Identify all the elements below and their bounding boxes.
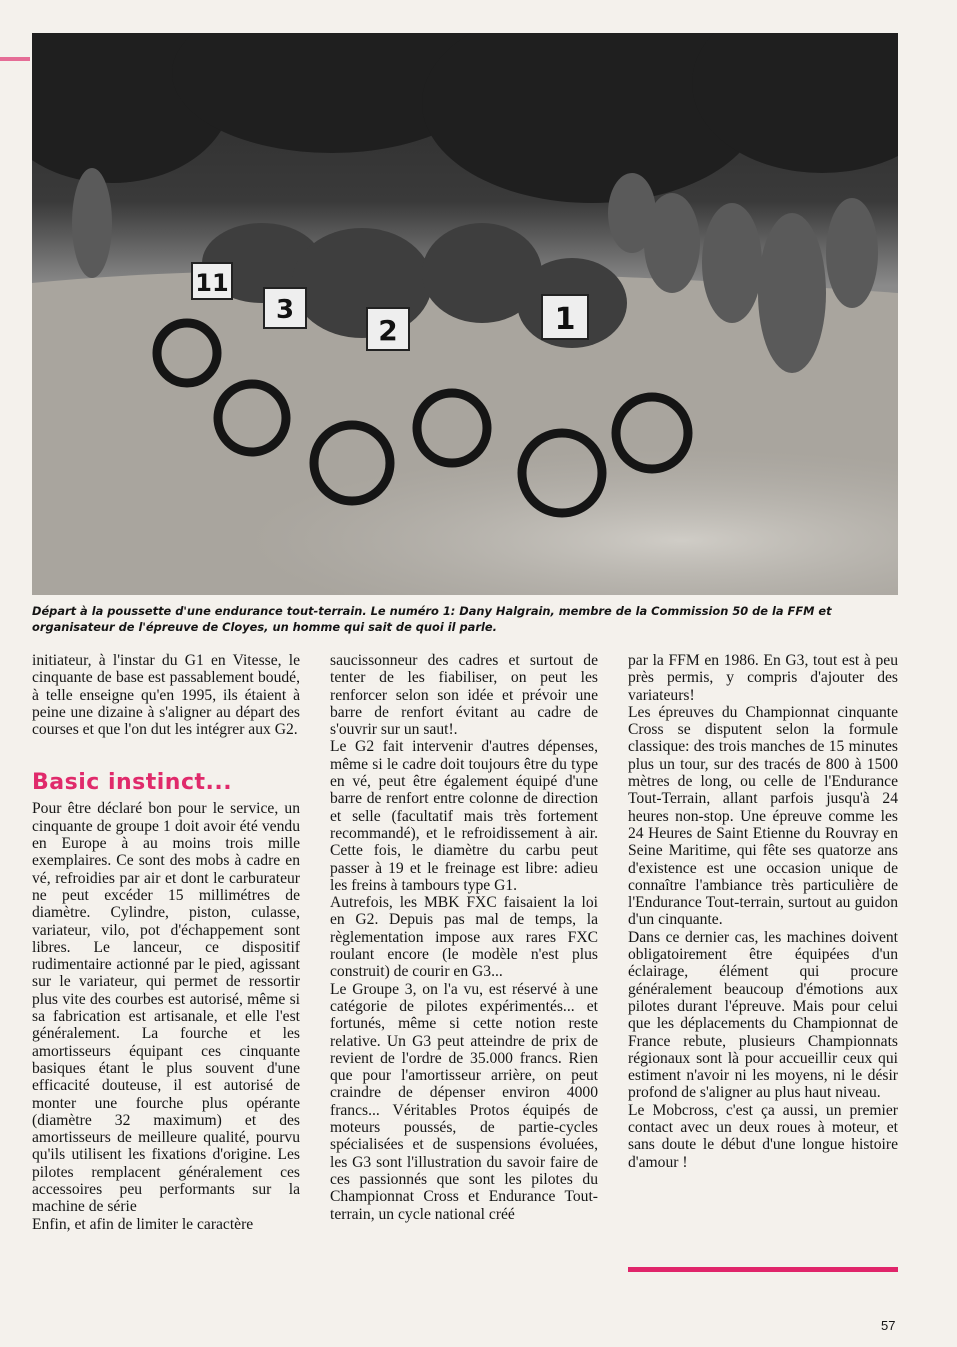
paragraph: Les épreuves du Championnat cinquante Cross se disputent selon la formule classique: des trois manches de 15 minutes plus un tour, sur des tracés de 800 à 1500 mètres de long, ou celle de l'Endurance Tout-Terrain, allant parfois jusqu'à 24 heures non-stop. Une épreuve comme les 24 Heures de Saint Etienne du Rouvray en Seine Maritime, qui fête ses quatorze ans d'existence est une occasion unique de connaître l'ambiance très particulière de l'Endurance Tout-terrain, surtout au guidon d'un cinquante. xyxy=(628,703,898,929)
paragraph: Dans ce dernier cas, les machines doivent obligatoirement être équipées d'un éclairage, élément qui procure généralement beaucoup d'émotions aux pilotes durant l'épreuve. Mais pour celui que les déplacements du Championnat de France rebute, plusieurs Championnats régionaux sont là pour accueillir ceux qui estiment n'avoir ni les moyens, ni le désir profond de s'aligner au plus haut niveau. xyxy=(628,928,898,1102)
section-heading: Basic instinct... xyxy=(32,770,233,796)
article-end-rule xyxy=(628,1267,898,1272)
plate-number-11: 11 xyxy=(195,269,229,297)
article-column-2 xyxy=(330,652,598,1223)
paragraph: Autrefois, les MBK FXC faisaient la loi en G2. Depuis pas mal de temps, la règlementation impose aux rares FXC roulant encore (le modèle n'est plus construit) de courir en G3... xyxy=(330,894,598,981)
plate-number-2: 2 xyxy=(378,314,398,347)
article-column-3 xyxy=(628,652,898,1171)
paragraph: initiateur, à l'instar du G1 en Vitesse, le cinquante de base est passablement boudé, à telle enseigne qu'en 1995, ils étaient à peine une dizaine à s'aligner au départ des courses et que l'on dut les intégrer aux G2. xyxy=(32,652,300,739)
paragraph: Pour être déclaré bon pour le service, un cinquante de groupe 1 doit avoir été vendu en Europe à au moins trois mille exemplaires. Ce sont des mobs à cadre en vé, refroidies par air et dont le carburateur ne peut excéder 15 millimétres de diamètre. Cylindre, piston, culasse, variateur, vilo, pot d'échappement sont libres. Le lanceur, ce dispositif rudimentaire actionné par le pied, agissant sur le variateur, qui permet de ressortir plus vite des courbes est autorisé, même si sa fabrication est artisanale, et elle l'est généralement. La fourche et les amortisseurs équipant ces cinquante basiques étant le plus souvent d'une efficacité douteuse, il est autorisé de monter une fourche plus opérante (diamètre 32 maximum) et des amortisseurs de meilleure qualité, pourvu qu'ils utilisent les fixations d'origine. Les pilotes remplacent généralement ces accessoires peu performants sur la machine de série xyxy=(32,800,300,1216)
paragraph: par la FFM en 1986. En G3, tout est à peu près permis, y compris d'ajouter des variateurs! xyxy=(628,652,898,704)
plate-number-1: 1 xyxy=(554,302,576,337)
photo-illustration xyxy=(32,33,898,595)
edge-accent-line xyxy=(0,57,30,61)
paragraph: Enfin, et afin de limiter le caractère xyxy=(32,1215,254,1233)
article-column-1 xyxy=(32,652,300,1233)
paragraph: saucissonneur des cadres et surtout de tenter de les fiabiliser, on peut les renforcer selon son idée et prévoir une barre de renfort évitant au cadre de s'ouvrir sur un saut!. xyxy=(330,652,598,739)
page-number: 57 xyxy=(881,1318,896,1333)
paragraph: Le G2 fait intervenir d'autres dépenses, même si le cadre doit toujours être du type en vé, peut être également équipé d'une barre de renfort entre colonne de direction et selle (facultatif mais très fortement recommandé), et le refroidissement à air. Cette fois, le diamètre du carbu peut passer à 19 et le freinage est libre: adieu les freins à tambours type G1. xyxy=(330,738,598,894)
plate-number-3: 3 xyxy=(275,295,295,325)
photo-caption: Départ à la poussette d'une endurance tout-terrain. Le numéro 1: Dany Halgrain, membre de la Commission 50 de la FFM et organisateur de l'épreuve de Cloyes, un homme qui sait de quoi il parle. xyxy=(32,604,832,634)
paragraph: Le Mobcross, c'est ça aussi, un premier contact avec un deux roues à moteur, et sans doute le début d'une longue histoire d'amour ! xyxy=(628,1101,898,1171)
motocross-start-photo xyxy=(32,33,898,595)
paragraph: Le Groupe 3, on l'a vu, est réservé à une catégorie de pilotes expérimentés... et fortunés, même si cette notion reste relative. Un G3 peut atteindre de prix de revient de l'ordre de 35.000 francs. Rien que pour l'amortisseur arrière, on peut craindre de dépenser environ 4000 francs... Véritables Protos équipés de moteurs poussés, de partie-cycles spécialisées et de suspensions évoluées, les G3 sont l'illustration du savoir faire de ces passionnés que sont les pilotes du Championnat Cross et Endurance Tout-terrain, un cycle national créé xyxy=(330,980,598,1223)
